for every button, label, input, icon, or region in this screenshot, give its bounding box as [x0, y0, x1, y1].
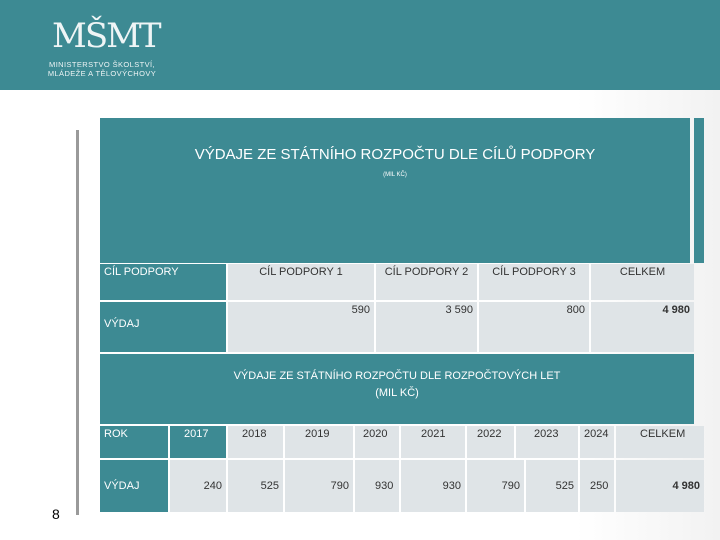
table1-title: VÝDAJE ZE STÁTNÍHO ROZPOČTU DLE CÍLŮ PODPORY: [194, 146, 596, 163]
table2-col-2024: 2024: [580, 426, 614, 458]
ministry-name-line-1: MINISTERSTVO ŠKOLSTVÍ,: [49, 60, 155, 69]
table1-col-1: CÍL PODPORY 1: [228, 264, 374, 300]
table1-col-2: CÍL PODPORY 2: [376, 264, 477, 300]
table1-unit: (MIL KČ): [383, 172, 407, 178]
table2-col-2021: 2021: [401, 426, 465, 458]
ministry-logo-text: [22, 60, 182, 78]
table2-title: [100, 368, 694, 402]
table2-value-2024: 250: [580, 460, 614, 512]
table1-edge: [694, 118, 704, 263]
table2-value-2021: 930: [401, 460, 465, 512]
table2-value-2018: 525: [228, 460, 283, 512]
table2-value-total: 4 980: [616, 460, 704, 512]
table2-value-2017: 240: [170, 460, 226, 512]
page-number: 8: [52, 506, 60, 522]
table2-header-label: ROK: [100, 426, 168, 458]
table1-value-total: 4 980: [591, 302, 694, 352]
header-band: [0, 0, 720, 90]
table2-col-2019: 2019: [285, 426, 353, 458]
table1-header-label: CÍL PODPORY: [100, 264, 226, 300]
table1-value-1: 590: [228, 302, 374, 352]
table2-value-2019: 790: [285, 460, 353, 512]
table1-col-total: CELKEM: [591, 264, 694, 300]
table2-value-2023: 525: [526, 460, 578, 512]
table2-col-2017: 2017: [170, 426, 226, 458]
table1-col-3: CÍL PODPORY 3: [479, 264, 589, 300]
ministry-name-line-2: MLÁDEŽE A TĚLOVÝCHOVY: [47, 69, 157, 78]
table1-title-band: [100, 118, 690, 263]
table2-title-text: VÝDAJE ZE STÁTNÍHO ROZPOČTU DLE ROZPOČTOVÝCH LET: [233, 370, 561, 382]
table2-row-label: VÝDAJ: [100, 460, 168, 512]
table1-row-label: VÝDAJ: [100, 302, 226, 352]
table2-value-2022: 790: [467, 460, 524, 512]
table1-value-2: 3 590: [376, 302, 477, 352]
table2-title-band: [100, 354, 694, 424]
table2-col-2020: 2020: [355, 426, 399, 458]
table2-value-2020: 930: [355, 460, 399, 512]
ministry-logo-mark: MŠMT: [52, 16, 160, 56]
left-divider: [76, 130, 79, 515]
table1-value-3: 800: [479, 302, 589, 352]
table2-unit: (MIL KČ): [375, 387, 419, 399]
table2-col-total: CELKEM: [616, 426, 704, 458]
table2-col-2018: 2018: [228, 426, 283, 458]
table2-col-2023: 2023: [516, 426, 578, 458]
table2-col-2022: 2022: [467, 426, 514, 458]
